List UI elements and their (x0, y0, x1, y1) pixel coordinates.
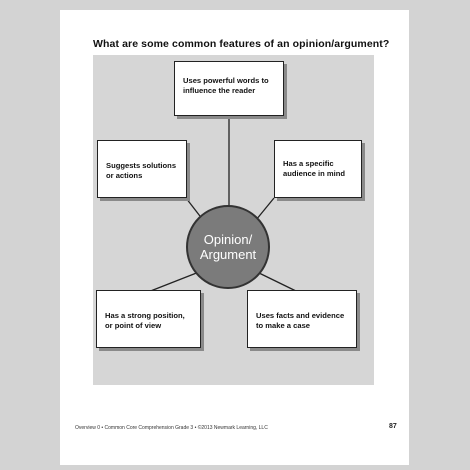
feature-box-right-line1: Has a specific (283, 159, 334, 168)
feature-box-left-line1: Suggests solutions (106, 161, 177, 170)
connector-bottom-right (257, 272, 298, 292)
connector-bottom-left (148, 272, 199, 292)
feature-box-bottom-right (247, 290, 357, 348)
feature-box-bottom-right-line2: to make a case (256, 321, 311, 330)
feature-box-right (274, 140, 362, 198)
feature-box-bottom-left-line1: Has a strong position, (105, 311, 185, 320)
central-concept-circle (186, 205, 270, 289)
feature-box-left (97, 140, 187, 198)
feature-box-left-line2: or actions (106, 171, 143, 180)
feature-box-bottom-left (96, 290, 201, 348)
footer-credit: Overview 0 • Common Core Comprehension Grade 3 • ©2013 Newmark Learning, LLC (75, 425, 268, 431)
feature-box-bottom-left-line2: or point of view (105, 321, 162, 330)
feature-box-right-line2: audience in mind (283, 169, 346, 178)
feature-box-top (174, 61, 284, 116)
page-number: 87 (389, 423, 397, 430)
feature-box-bottom-right-line1: Uses facts and evidence (256, 311, 345, 320)
worksheet-heading: What are some common features of an opinion/argument? (93, 38, 390, 50)
central-concept-line1: Opinion/ (203, 232, 253, 247)
feature-box-top-line2: influence the reader (183, 86, 256, 95)
feature-box-top-line1: Uses powerful words to (183, 76, 269, 85)
connector-right (256, 198, 274, 220)
central-concept-line2: Argument (199, 247, 257, 262)
